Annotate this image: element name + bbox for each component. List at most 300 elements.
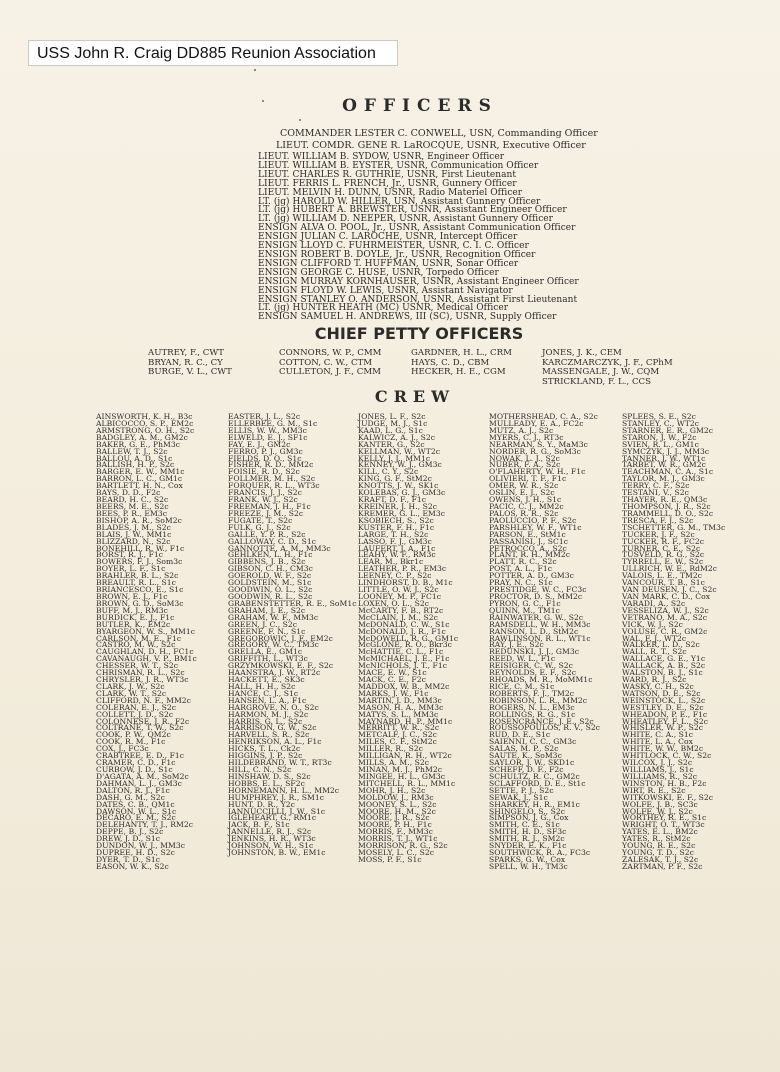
crew-entry: MITCHELL, R. L., MM1c bbox=[358, 778, 456, 788]
crew-entry: BEES, P. R., EM3c bbox=[96, 508, 168, 518]
crew-entry: YATES, R., StM2c bbox=[622, 834, 691, 844]
crew-entry: MUTZ, A. J., S2c bbox=[489, 425, 554, 435]
crew-entry: WHITE, W. W., BM2c bbox=[622, 744, 704, 754]
crew-entry: WHISLER, W. P., S2c bbox=[622, 723, 704, 733]
crew-entry: ROBERTS, F. J., TM2c bbox=[489, 688, 575, 698]
crew-entry: STARON, J. W., F2c bbox=[622, 432, 697, 442]
crew-entry: DYER, T. D., S1c bbox=[96, 855, 161, 864]
crew-entry: McHATTIE, C. L., F1c bbox=[358, 647, 444, 657]
crew-entry: ROUSSOPOULOS, R. V., S2c bbox=[489, 723, 601, 733]
crew-entry: WITKOWSKI, E. F., S2c bbox=[622, 792, 714, 802]
crew-entry: McDONALD, C. W., S1c bbox=[358, 619, 450, 629]
crew-entry: CASTRO, M. W., S2c bbox=[96, 640, 176, 650]
crew-entry: CURBOW, J. D., S1c bbox=[96, 765, 173, 775]
crew-entry: LEATHER, P. R., EM3c bbox=[358, 564, 447, 574]
crew-entry: TARBET, W. R., GM2c bbox=[622, 460, 706, 470]
cpo-column bbox=[148, 349, 232, 378]
crew-entry: METCALF, J. C., S2c bbox=[358, 730, 437, 740]
crew-entry: QUINN, M., TM1c bbox=[489, 605, 560, 615]
crew-entry: JONES, L. F., S2c bbox=[358, 412, 426, 421]
crew-entry: HARGROVE, N. O., S2c bbox=[228, 702, 319, 712]
crew-entry: WOLFE, W. J., S2c bbox=[622, 806, 693, 816]
crew-entry: PASSANISI, J., SC1c bbox=[489, 536, 569, 546]
crew-entry: HARVELL, S. R., S2c bbox=[228, 730, 310, 740]
cpo-entry: HAYS, C. D., CBM bbox=[411, 357, 490, 368]
crew-entry: WALLACK, A. B., S2c bbox=[622, 661, 706, 671]
crew-entry: CHRYSLER, J. R., WT3c bbox=[96, 675, 189, 685]
crew-entry: FIELDS, D. O., S1c bbox=[228, 453, 302, 463]
crew-entry: GREEN, J. C., S2c bbox=[228, 619, 298, 629]
officer-entry: ENSIGN CLIFFORD T. HUFFMAN, USNR, Sonar Officer bbox=[258, 258, 519, 269]
crew-entry: OMER, W. R., S2c bbox=[489, 481, 559, 491]
crew-entry: GOODWIN, O. L., S2c bbox=[228, 585, 313, 595]
cpo-column bbox=[542, 349, 673, 387]
officer-entry: ENSIGN GEORGE C. HUSE, USNR, Torpedo Officer bbox=[258, 267, 499, 278]
crew-entry: MINGEE, H. L., GM3c bbox=[358, 771, 446, 781]
crew-entry: KREMER, G. L., EM3c bbox=[358, 508, 446, 518]
officer-entry: ENSIGN FLOYD W. LEWIS, USNR, Assistant Navigator bbox=[258, 285, 513, 296]
crew-entry: BADGLEY, A. M., GM2c bbox=[96, 432, 188, 442]
crew-entry: TRAMMELL, D. O., S2c bbox=[622, 508, 714, 518]
crew-entry: STARNER, E. R., GM2c bbox=[622, 425, 714, 435]
crew-entry: BEARD, H. C., S2c bbox=[96, 495, 169, 505]
crew-entry: MATYS, S. L., MM3c bbox=[358, 709, 439, 719]
crew-entry: WAL, F. J., WT2c bbox=[622, 633, 687, 643]
crew-entry: KENNEY, W. J., GM3c bbox=[358, 460, 442, 470]
crew-entry: VETRANO, M. A., S2c bbox=[622, 612, 708, 622]
crew-entry: CLIFFORD, N. F., MM2c bbox=[96, 695, 191, 705]
crew-entry: BRAHLER, B. L., S2c bbox=[96, 571, 179, 581]
cpo-entry: AUTREY, F., CWT bbox=[148, 348, 224, 358]
crew-entry: TERRY, C. F., S2c bbox=[622, 481, 690, 491]
crew-entry: BYARGEON, W. S., MM1c bbox=[96, 626, 196, 636]
crew-entry: HORNEMANN, H. L., MM2c bbox=[228, 785, 340, 795]
crew-entry: CLARK, W. T., S2c bbox=[96, 688, 167, 698]
crew-entry: KELLY, J. J., MM1c bbox=[358, 453, 431, 463]
crew-entry: KNOTTS, J. W., SK1c bbox=[358, 481, 439, 491]
crew-entry: HINSHAW, D. S., S2c bbox=[228, 771, 311, 781]
crew-entry: MILLS, A. M., S2c bbox=[358, 758, 430, 768]
officer-entry: ENSIGN ALVA O. POOL, Jr., USNR, Assistant Communication Officer bbox=[258, 223, 576, 234]
crew-entry: BEERS, M. E., S2c bbox=[96, 501, 169, 511]
crew-entry: FORQUER, R. L., WT3c bbox=[228, 481, 320, 491]
crew-entry: HUMPHREY, J. R., SM1c bbox=[228, 792, 325, 802]
cpo-entry: MASSENGALE, J. W., CQM bbox=[542, 367, 660, 378]
crew-entry: LEAR, M., Bkr1c bbox=[358, 557, 424, 567]
cpo-entry: BRYAN, R. C., CY bbox=[148, 357, 223, 368]
crew-entry: FISHER, R. D., MM2c bbox=[228, 460, 314, 470]
crew-entry: OLIVIERI, T. F., F1c bbox=[489, 474, 567, 484]
officer-entry: ENSIGN SAMUEL H. ANDREWS, III (SC), USNR, Supply Officer bbox=[258, 312, 557, 323]
crew-entry: SMITH, H. D., SF3c bbox=[489, 827, 567, 837]
crew-entry: TANNER, J. W., WT1c bbox=[622, 453, 706, 463]
crew-entry: FAY, E. J., GM2c bbox=[228, 439, 291, 449]
crew-entry: GRABENSTETTER, R. E., SoM1c bbox=[228, 598, 357, 608]
crew-entry: THAYER, R. E., QM3c bbox=[622, 495, 708, 505]
crew-entry: MOHR, J. H., S2c bbox=[358, 785, 426, 795]
crew-entry: GIBSON, C. H., CM3c bbox=[228, 564, 313, 574]
crew-entry: BARRON, L. C., GM1c bbox=[96, 474, 183, 484]
crew-entry: IGLEHEART, G., RM1c bbox=[228, 813, 317, 823]
crew-entry: HANCE, C. J., S1c bbox=[228, 688, 299, 698]
crew-entry: WASKY, C. H., S2c bbox=[622, 681, 694, 691]
crew-entry: DELEHANTY, T. J., RM2c bbox=[96, 820, 194, 830]
crew-heading: CREW bbox=[374, 387, 456, 406]
crew-entry: KREINER, J. H., S2c bbox=[358, 501, 438, 511]
crew-entry: DREW, J. D., S1c bbox=[96, 834, 161, 844]
officer-entry: LIEUT. CHARLES R. GUTHRIE, USNR, First Lieutenant bbox=[258, 169, 517, 180]
crew-entry: McCARTY, F. B., RT2c bbox=[358, 605, 444, 615]
crew-entry: RAMSDELL, W. H., MM3c bbox=[489, 619, 591, 629]
crew-entry: POTTER, A. D., GM3c bbox=[489, 571, 574, 581]
crew-entry: PRESTIDGE, W. C., FC3c bbox=[489, 585, 587, 595]
crew-entry: CLARK, J. W., S2c bbox=[96, 681, 165, 691]
crew-entry: SNYDER, E. K., F1c bbox=[489, 841, 567, 851]
crew-entry: LAUFERT, J. A., F1c bbox=[358, 543, 436, 553]
officer-entry: LT. (jg) HUNTER HEATH (MC) USNR, Medical Officer bbox=[258, 303, 509, 314]
crew-entry: SALAS, M. P., S2c bbox=[489, 744, 559, 754]
crew-entry: MORRISON, R. G., S2c bbox=[358, 841, 448, 851]
crew-entry: WILCOX, J. J., S2c bbox=[622, 758, 693, 768]
crew-entry: TURNER, C. E., S2c bbox=[622, 543, 701, 553]
crew-entry: REYNOLDS, E. F., S2c bbox=[489, 668, 577, 678]
crew-entry: WIRT, R. E., S2c bbox=[622, 785, 686, 795]
crew-entry: COLERAN, E. J., S2c bbox=[96, 702, 177, 712]
crew-entry: WILLIAMS, J., S1c bbox=[622, 765, 694, 775]
crew-entry: GRAHAM, J. E., S2c bbox=[228, 605, 306, 615]
crew-entry: ZARTMAN, P. F., S2c bbox=[622, 861, 703, 871]
crew-entry: DUPREE, H. D., S2c bbox=[96, 848, 175, 858]
crew-entry: MYERS, C. J., RT3c bbox=[489, 432, 564, 442]
crew-entry: SYMCZYK, J. J., MM3c bbox=[622, 446, 710, 456]
crew-entry: BLIZZARD, N., S2c bbox=[96, 536, 171, 546]
crew-entry: MORRIS, F., MM3c bbox=[358, 827, 433, 837]
crew-entry: JACK, B. F., S1c bbox=[228, 820, 290, 830]
crew-entry: RANSON, L. D., StM2c bbox=[489, 626, 579, 636]
crew-entry: NUBER, F. A., S2c bbox=[489, 460, 561, 470]
cpo-entry: HECKER, H. E., CGM bbox=[411, 367, 506, 378]
officer-entry: LT. (jg) HAROLD W. HILLER, USN, Assistant Gunnery Officer bbox=[258, 196, 541, 207]
reunion-association-banner: USS John R. Craig DD885 Reunion Association bbox=[28, 40, 398, 66]
crew-entry: BROWN, G. D., SoM3c bbox=[96, 598, 184, 608]
crew-entry: BREAULT, R. L., S1c bbox=[96, 578, 176, 588]
crew-entry: BARGER, E. W., MM1c bbox=[96, 467, 185, 477]
crew-entry: LOXEN, O. L., S2c bbox=[358, 598, 430, 608]
crew-entry: HAANSTRA, J. W., RT2c bbox=[228, 668, 321, 678]
crew-entry: McNICHOLS, J. T., F1c bbox=[358, 661, 448, 671]
crew-entry: GRZYMKOWSKI, E. F., S2c bbox=[228, 661, 334, 671]
crew-entry: WESTLEY, D. E., S2c bbox=[622, 702, 704, 712]
crew-entry: WHITE, C. A., S1c bbox=[622, 730, 694, 740]
crew-entry: CHESSER, W. T., S2c bbox=[96, 661, 179, 671]
crew-entry: REDUNSKI, J. J., GM3c bbox=[489, 647, 580, 657]
crew-entry: PRAY, N. C., S1c bbox=[489, 578, 553, 588]
crew-entry: WHITE, L. A., Cox bbox=[622, 737, 693, 747]
cpo-entry: COTTON, C. W., CTM bbox=[279, 357, 373, 368]
crew-entry: YATES, E. L., BM2c bbox=[622, 827, 698, 837]
crew-entry: WHITLOCK, C. W., S2c bbox=[622, 751, 712, 761]
crew-entry: FREEZE, J. M., S2c bbox=[228, 508, 304, 518]
crew-entry: SOUTHWICK, R. A., FC3c bbox=[489, 848, 591, 858]
crew-entry: KELLMAN, W., WT2c bbox=[358, 446, 441, 456]
crew-entry: WOLFE, J. B., SC3c bbox=[622, 799, 698, 809]
cpo-entry: STRICKLAND, F. L., CCS bbox=[542, 376, 651, 387]
crew-entry: ULLRICH, W. E., RdM2c bbox=[622, 564, 718, 574]
crew-entry: RAINWATER, G. W., S2c bbox=[489, 612, 584, 622]
crew-entry: YOUNG, T. D., S2c bbox=[622, 848, 694, 858]
crew-entry: PROCTOR, D. S., MM2c bbox=[489, 591, 583, 601]
crew-entry: SVIEN, R. L., GM1c bbox=[622, 439, 699, 449]
crew-entry: LEAHY, W. F., RM3c bbox=[358, 550, 436, 560]
crew-entry: VAN MARK, C. D., Cox bbox=[622, 591, 711, 601]
cpo-entry: BURGE, V. L., CWT bbox=[148, 367, 232, 378]
crew-entry: ROGERS, N. L., EM3c bbox=[489, 702, 575, 712]
crew-entry: GOEROLD, W. F., S2c bbox=[228, 571, 312, 581]
crew-entry: BLAIS, J. W., MM1c bbox=[96, 529, 172, 539]
crew-entry: FULK, G. J., S2c bbox=[228, 522, 291, 532]
crew-entry: McDOWELL, R. G., GM1c bbox=[358, 633, 459, 643]
crew-entry: BLADES, J. M., S2c bbox=[96, 522, 171, 532]
ink-speck bbox=[254, 69, 256, 71]
crew-entry: CHRISMAN, R. L., S2c bbox=[96, 668, 185, 678]
crew-entry: HICKS, T. L., Ck2c bbox=[228, 744, 301, 754]
crew-entry: MOORE, H. M., S2c bbox=[358, 806, 436, 816]
crew-entry: GRELLA, E., GM1c bbox=[228, 647, 303, 657]
crew-entry: MOONEY, S. L., S2c bbox=[358, 799, 437, 809]
crew-entry: FOISIE, R. D., S2c bbox=[228, 467, 300, 477]
crew-entry: ROSENCRANCE, J. E., S2c bbox=[489, 716, 594, 726]
crew-entry: GALLE, Y. P. R., S2c bbox=[228, 529, 306, 539]
crew-entry: McDONALD, J. R., F1c bbox=[358, 626, 446, 636]
crew-entry: ARMSTRONG, O. H., S2c bbox=[96, 425, 195, 435]
officer-entry: LIEUT. FERRIS L. FRENCH, Jr., USNR, Gunnery Officer bbox=[258, 178, 517, 189]
crew-entry: GANNOTTE, A. M., MM3c bbox=[228, 543, 331, 553]
crew-entry: MARTIN, J. D., MM3c bbox=[358, 695, 442, 705]
commanding-officer-line: COMMANDER LESTER C. CONWELL, USN, Commanding Officer bbox=[280, 128, 598, 139]
crew-entry: TSCHETTER, G. M., TM3c bbox=[622, 522, 726, 532]
crew-entry: PARSHLEY, W. F., WT1c bbox=[489, 522, 582, 532]
crew-entry: BUTLER, K., EM2c bbox=[96, 619, 171, 629]
crew-entry: ALBICOCCO, S. P., EM2c bbox=[96, 418, 194, 428]
crew-entry: KING, G. F., StM2c bbox=[358, 474, 432, 484]
crew-entry: WHEATLEY, F. L., S2c bbox=[622, 716, 709, 726]
crew-entry: MACE, E. W., S1c bbox=[358, 668, 427, 678]
crew-entry: TEACHMAN, C. A., S1c bbox=[622, 467, 714, 477]
crew-entry: YOUNG, R. E., S2c bbox=[622, 841, 696, 851]
crew-entry: MOORE, P. H., F1c bbox=[358, 820, 432, 830]
crew-entry: SAYLOR, J. W., SKD1c bbox=[489, 758, 575, 768]
crew-entry: KSOBIECH, S., S2c bbox=[358, 515, 434, 525]
crew-entry: MILES, C. F., StM2c bbox=[358, 737, 437, 747]
crew-entry: HENRIKSON, A. L., F1c bbox=[228, 737, 322, 747]
crew-entry: JUDGE, M. J., S1c bbox=[358, 418, 428, 428]
crew-entry: FREEMAN, J. H., F1c bbox=[228, 501, 311, 511]
crew-entry: SAUTE, K., SoM3c bbox=[489, 751, 562, 761]
crew-entry: MORRIS, T. J., WT1c bbox=[358, 834, 438, 844]
crew-entry: KOLEBAS, G. J., GM3c bbox=[358, 488, 446, 498]
crew-entry: DALTON, R. J., F1c bbox=[96, 785, 170, 795]
crew-entry: BONEHILL, R. W., F1c bbox=[96, 543, 185, 553]
crew-entry: WRIGHT, O. T., WT3c bbox=[622, 820, 705, 830]
crew-entry: KRAFT, D. F., F1c bbox=[358, 495, 427, 505]
crew-entry: PYRON, G. C., F1c bbox=[489, 598, 561, 608]
crew-entry: GREGOROWIC, J. F., EM2c bbox=[228, 633, 333, 643]
executive-officer-line: LIEUT. COMDR. GENE R. LaROCQUE, USNR, Executive Officer bbox=[276, 140, 586, 151]
crew-entry: MULLEADY, E. A., FC2c bbox=[489, 418, 584, 428]
crew-entry: BALLISH, H. P., S2c bbox=[96, 460, 175, 470]
crew-entry: COLLETT, J. D., S2c bbox=[96, 709, 174, 719]
officer-entry: ENSIGN LLOYD C. FUHRMEISTER, USNR, C. I. C. Officer bbox=[258, 241, 529, 252]
crew-entry: MOSS, P. F., S1c bbox=[358, 855, 422, 864]
crew-entry: TAYLOR, M. J., GM3c bbox=[622, 474, 705, 484]
crew-entry: GOLDSTEIN, M., S1c bbox=[228, 578, 312, 588]
crew-entry: RAWLINSON, R. L., WT1c bbox=[489, 633, 591, 643]
cpo-column bbox=[411, 349, 512, 378]
crew-entry: HACKETT, E., SK3c bbox=[228, 675, 305, 685]
crew-entry: McCLAIN, J. M., S2c bbox=[358, 612, 438, 622]
crew-entry: BALLEW, T. J., S2c bbox=[96, 446, 168, 456]
crew-entry: AINSWORTH, K. H., B3c bbox=[96, 412, 193, 421]
crew-entry: HANSEN, L. A., F1c bbox=[228, 695, 307, 705]
crew-entry: COOK, P. W., QM2c bbox=[96, 730, 171, 740]
crew-entry: GEHLKEN, L. H., F1c bbox=[228, 550, 313, 560]
crew-entry: WORTHEY, R. E., S1c bbox=[622, 813, 707, 823]
crew-entry: HARRISON, G. W., S2c bbox=[228, 723, 317, 733]
crew-entry: BISHOP, A. R., SoM2c bbox=[96, 515, 182, 525]
crew-entry: ZALESAK, T. J., S2c bbox=[622, 855, 699, 864]
crew-entry: BAKER, G. E., PhM3c bbox=[96, 439, 181, 449]
crew-entry: HOBBS, E. L., SF2c bbox=[228, 778, 305, 788]
crew-entry: NORDER, R. G., SoM3c bbox=[489, 446, 581, 456]
officer-entry: ENSIGN JULIAN C. LAROCHE, USNR, Intercept Officer bbox=[258, 232, 518, 243]
crew-entry: EASTER, J. L., S2c bbox=[228, 412, 301, 421]
ink-speck bbox=[299, 119, 301, 121]
crew-entry: FUGATE, T., S2c bbox=[228, 515, 293, 525]
crew-entry: VANCOUR, T. B., S1c bbox=[622, 578, 705, 588]
crew-entry: WINSTON, H. B., F2c bbox=[622, 778, 707, 788]
crew-entry: DAWSON, W. L., S1c bbox=[96, 806, 177, 816]
crew-entry: SCHEFF, D. F., F2c bbox=[489, 765, 564, 775]
crew-entry: JOHNSTON, B. W., EM1c bbox=[228, 848, 326, 858]
crew-entry: LITTLE, O. W. J., S2c bbox=[358, 585, 439, 595]
crew-entry: KALWICZ, A. J., S2c bbox=[358, 432, 436, 442]
crew-entry: SEWAK, J., S1c bbox=[489, 792, 548, 802]
crew-entry: SPARKS, G. W., Cox bbox=[489, 855, 566, 864]
crew-entry: LOONEY, M. P., FC1c bbox=[358, 591, 442, 601]
crew-entry: MERRITT, W. R., S2c bbox=[358, 723, 440, 733]
cpo-entry: CULLETON, J. F., CMM bbox=[279, 367, 381, 378]
officer-entry: ENSIGN MURRAY KORNHAUSER, USNR, Assistant Engineer Officer bbox=[258, 276, 579, 287]
cpo-entry: KARCZMARCZYK, J. F., CPhM bbox=[542, 357, 673, 368]
crew-column bbox=[228, 414, 357, 857]
officer-entry: LIEUT. WILLIAM B. EYSTER, USNR, Communication Officer bbox=[258, 160, 539, 171]
crew-entry: POST, A. L., F1c bbox=[489, 564, 553, 574]
crew-entry: SPLEES, S. E., S2c bbox=[622, 412, 696, 421]
crew-entry: PLATT, R. C., S2c bbox=[489, 557, 557, 567]
crew-entry: ELLIS, W. W., MM3c bbox=[228, 425, 307, 435]
crew-column bbox=[96, 414, 197, 871]
crew-entry: LINDHORST, D. B., M1c bbox=[358, 578, 453, 588]
crew-entry: WILLIAMS, R., S2c bbox=[622, 771, 698, 781]
crew-entry: GALLOWAY, C. D., S1c bbox=[228, 536, 317, 546]
officer-entry: ENSIGN STANLEY O. ANDERSON, USNR, Assistant First Lieutenant bbox=[258, 294, 578, 305]
crew-entry: NOWAK, L. J., S2c bbox=[489, 453, 560, 463]
crew-entry: VOLUSE, C. R., GM2c bbox=[622, 626, 708, 636]
crew-entry: HALL, H. H., S2c bbox=[228, 681, 296, 691]
crew-entry: DASH, G. M., S2c bbox=[96, 792, 165, 802]
crew-entry: HILDEBRAND, W. T., RT3c bbox=[228, 758, 332, 768]
officer-list bbox=[258, 153, 758, 322]
command-officers bbox=[276, 128, 756, 152]
crew-entry: BOWERS, F. J., Som3c bbox=[96, 557, 183, 567]
crew-entry: JANNELLE, R. J., S2c bbox=[228, 827, 312, 837]
crew-column bbox=[358, 414, 458, 864]
crew-entry: BOYER, L. F., S1c bbox=[96, 564, 166, 574]
crew-entry: VALOIS, L. E., TM2c bbox=[622, 571, 703, 581]
crew-entry: NEARMAN, S. Y., MaM3c bbox=[489, 439, 588, 449]
crew-entry: WATSON, D. E., S2c bbox=[622, 688, 701, 698]
crew-entry: SMITH, C. E., S1c bbox=[489, 820, 560, 830]
crew-entry: CAVANAUGH, V. P., BM1c bbox=[96, 654, 197, 664]
crew-entry: WEINSTOCK, L., S2c bbox=[622, 695, 706, 705]
crew-entry: SPELL, W. H., TM3c bbox=[489, 861, 568, 871]
crew-entry: BORST, R. J., F1c bbox=[96, 550, 164, 560]
crew-entry: REISIGER, C. W., S2c bbox=[489, 661, 573, 671]
crew-entry: FRANCIS, J. J., S2c bbox=[228, 488, 302, 498]
crew-entry: FERRO, P. J., GM3c bbox=[228, 446, 303, 456]
crew-entry: COOK, R. M., F1c bbox=[96, 737, 166, 747]
crew-entry: RICE, C. M., S1c bbox=[489, 681, 555, 691]
crew-entry: ELWELD, E. J., SF1c bbox=[228, 432, 308, 442]
crew-entry: PACIC, C. J., MM2c bbox=[489, 501, 564, 511]
crew-entry: D'AGATA, A. M., SoM2c bbox=[96, 771, 189, 781]
crew-entry: COLTRANE, T. W., S2c bbox=[96, 723, 184, 733]
crew-entry: JENKINS, H. R., WT3c bbox=[228, 834, 316, 844]
crew-entry: WALSTON, B. J., S1c bbox=[622, 668, 703, 678]
crew-entry: PETROCCO, A., S2c bbox=[489, 543, 567, 553]
crew-entry: TRESCA, F. J., S2c bbox=[622, 515, 694, 525]
crew-entry: WALL, R. T., S2c bbox=[622, 647, 687, 657]
crew-entry: LEENEY, C. P., S2c bbox=[358, 571, 432, 581]
crew-entry: BARTLETT, H. N., Cox bbox=[96, 481, 183, 491]
crew-entry: TUSVELD, R. G., S2c bbox=[622, 550, 705, 560]
crew-entry: SCLAFFORD, D. E., St1c bbox=[489, 778, 586, 788]
crew-entry: DECARO, E. M., S2c bbox=[96, 813, 176, 823]
crew-entry: SAIENNI, C. C., GM3c bbox=[489, 737, 577, 747]
crew-entry: THOMPSON, J. R., S2c bbox=[622, 501, 711, 511]
crew-entry: SHARKEY, H. R., EM1c bbox=[489, 799, 580, 809]
crew-entry: WALLACE, G. E., Y1c bbox=[622, 654, 706, 664]
crew-entry: SMITH, R. J., SM2c bbox=[489, 834, 565, 844]
crew-column bbox=[622, 414, 725, 871]
officer-entry: ENSIGN ROBERT B. DOYLE, Jr., USNR, Recognition Officer bbox=[258, 249, 536, 260]
crew-entry: COLONNESE, J. R., F2c bbox=[96, 716, 190, 726]
crew-column bbox=[489, 414, 600, 871]
crew-entry: VAN DEUSEN, J. C., S2c bbox=[622, 585, 717, 595]
crew-entry: FOLLMER, M. H., S2c bbox=[228, 474, 316, 484]
officer-entry: LIEUT. WILLIAM B. SYDOW, USNR, Engineer Officer bbox=[258, 152, 505, 162]
crew-entry: ELLERBEE, G. M., S1c bbox=[228, 418, 318, 428]
cpo-column bbox=[279, 349, 381, 378]
crew-entry: PALOS, R. R., S2c bbox=[489, 508, 559, 518]
crew-entry: TYRRELL, E. W., S2c bbox=[622, 557, 704, 567]
crew-entry: KUSTER, F. H., F1c bbox=[358, 522, 435, 532]
crew-entry: BUFF, M. J., RM3c bbox=[96, 605, 168, 615]
crew-entry: TUCKER, J. F., S2c bbox=[622, 529, 695, 539]
crew-entry: JOHNSON, W. H., S1c bbox=[228, 841, 314, 851]
crew-entry: RUD, D. E., S1c bbox=[489, 730, 551, 740]
crew-entry: BURDICK, E. J., F1c bbox=[96, 612, 175, 622]
